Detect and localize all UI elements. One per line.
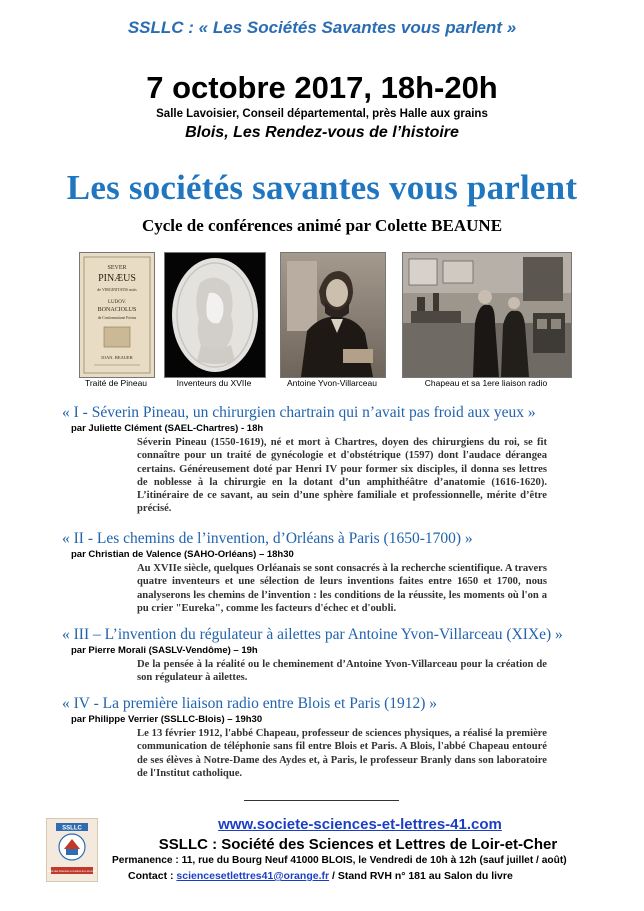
talk-4-speaker: par Philippe Verrier (SSLLC-Blois) – 19h30 <box>71 714 263 725</box>
email-link[interactable]: sciencesetlettres41@orange.fr <box>176 870 330 882</box>
talk-4-title: « IV - La première liaison radio entre Blois et Paris (1912) » <box>62 695 438 712</box>
medallion-image <box>164 252 266 378</box>
talk-2-speaker: par Christian de Valence (SAHO-Orléans) – 18h30 <box>71 549 294 560</box>
book-text-6: IOAN. BEAUER <box>101 355 133 360</box>
talk-1-description: Séverin Pineau (1550-1619), né et mort à Chartres, doyen des chirurgiens du roi, se fit connaître pour un traité de gynécologie et d'obstétrique (1597) dont l'audace dérangea certains. Généreusement doté par Henri IV pour former six disciples, il donna ses lettres de noblesse à la chirurgie en la dotant d’un amphithéâtre d’anatomie (1616-1620). L’itinéraire de ce savant, au sein d’une sphère familiale et professionnelle, mérite d’être précisé. <box>137 437 547 515</box>
portrait-image <box>280 252 386 378</box>
talk-2-title: « II - Les chemins de l’invention, d’Orléans à Paris (1650-1700) » <box>62 530 473 547</box>
cycle-subtitle: Cycle de conférences animé par Colette BEAUNE <box>141 216 503 235</box>
contact-line <box>128 870 513 882</box>
book-text-3: LUDOV. <box>107 300 127 305</box>
society-name: SSLLC : Société des Sciences et Lettres de Loir-et-Cher <box>158 836 558 853</box>
talk-1-speaker: par Juliette Clément (SAEL-Chartres) - 18h <box>71 423 264 434</box>
talk-3-title: « III – L’invention du régulateur à ailettes par Antoine Yvon-Villarceau (XIXe) » <box>62 626 563 643</box>
talk-3-speaker: par Pierre Morali (SASLV-Vendôme) – 19h <box>71 645 258 656</box>
event-name: Blois, Les Rendez-vous de l’histoire <box>185 124 459 141</box>
talk-1-title: « I - Séverin Pineau, un chirurgien chartrain qui n’avait pas froid aux yeux » <box>62 404 536 421</box>
header-tagline: SSLLC : « Les Sociétés Savantes vous parlent » <box>127 18 517 37</box>
laboratory-image <box>402 252 572 378</box>
event-date: 7 octobre 2017, 18h-20h <box>146 70 498 105</box>
talk-3-description: De la pensée à la réalité ou le cheminement d’Antoine Yvon-Villarceau pour la création de son régulateur à ailettes. <box>137 659 547 684</box>
talk-2-description: Au XVIIe siècle, quelques Orléanais se sont consacrés à la recherche scientifique. A travers quatre inventeurs et une sélection de leurs inventions faites entre 1650 et 1700, nous analyserons les chemins de l’invention : les conditions de la réussite, les moments où l'on a pu crier "Eureka", comme les facteurs d'échec et d'oubli. <box>137 563 547 614</box>
caption-inventeurs: Inventeurs du XVIIe <box>176 378 252 388</box>
book-text-5: de Conformatione Foetus <box>97 316 137 320</box>
book-cover-image <box>79 252 155 378</box>
permanence-info: Permanence : 11, rue du Bourg Neuf 41000 BLOIS, le Vendredi de 10h à 12h (sauf juillet / août) <box>112 855 567 866</box>
caption-yvon-villarceau: Antoine Yvon-Villarceau <box>287 378 377 388</box>
book-text-2: de VIRGINITATIS notis <box>97 287 137 292</box>
book-text-1: PINÆUS <box>98 273 136 284</box>
society-logo <box>46 818 98 882</box>
logo-caption: Société des Sciences et Lettres du Loir-et-Cher <box>47 870 97 873</box>
event-venue: Salle Lavoisier, Conseil départemental, près Halle aux grains <box>156 108 488 120</box>
caption-pineau: Traité de Pineau <box>84 378 148 388</box>
book-text-4: BONACIOLUS <box>97 307 137 313</box>
caption-chapeau: Chapeau et sa 1ere liaison radio <box>424 378 548 388</box>
logo-text: SSLLC <box>62 825 82 832</box>
contact-label: Contact : <box>128 870 174 882</box>
website-link[interactable]: www.societe-sciences-et-lettres-41.com <box>218 816 502 833</box>
page-title: Les sociétés savantes vous parlent <box>66 168 578 207</box>
divider <box>244 800 399 801</box>
talk-4-description: Le 13 février 1912, l'abbé Chapeau, professeur de sciences physiques, a réalisé la première communication de téléphonie sans fil entre Blois et Paris. A Blois, l'abbé Chapeau entouré de ses élèves à Notre-Dame des Aydes et, à Paris, le professeur Branly dans son laboratoire de l'Institut catholique. <box>137 728 547 779</box>
stand-info: / Stand RVH n° 181 au Salon du livre <box>332 870 513 882</box>
book-text-0: SEVER <box>107 265 127 271</box>
